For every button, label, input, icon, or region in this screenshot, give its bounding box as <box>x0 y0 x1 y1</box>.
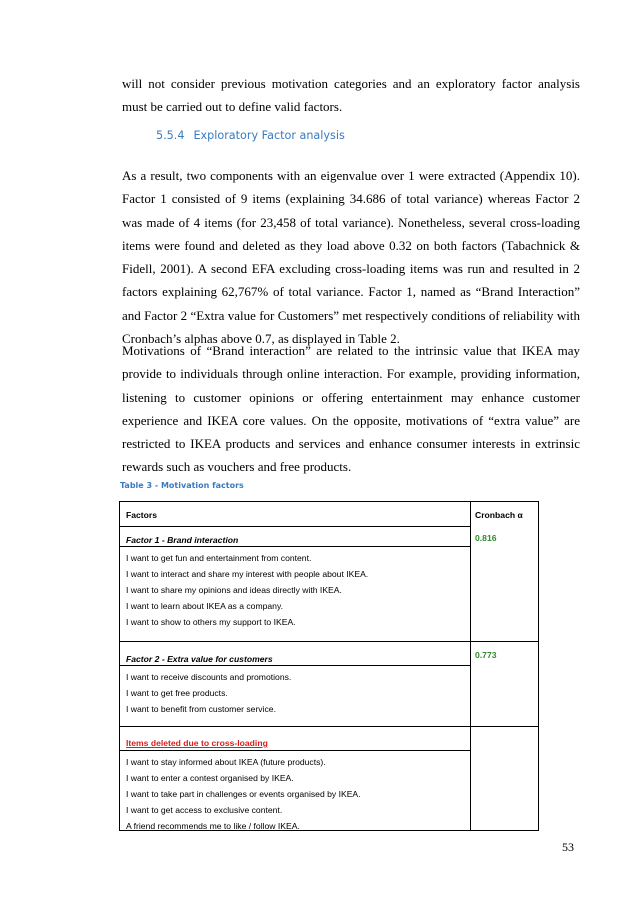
factor2-items <box>126 669 291 717</box>
deleted-items-title: Items deleted due to cross-loading <box>126 738 268 748</box>
factor2-title: Factor 2 - Extra value for customers <box>126 654 273 664</box>
page-number: 53 <box>562 840 574 854</box>
paragraph-motivations: Motivations of “Brand interaction” are related to the intrinsic value that IKEA may provide to individuals through online interaction. For example, providing information, listening to customer opinions or offering entertainment may enhance customer experience and IKEA core values. On the opposite, motivations of “extra value” are restricted to IKEA products and services and enhance consumer interests in extrinsic rewards such as vouchers and free products. <box>122 343 580 475</box>
row-divider <box>120 526 470 527</box>
row-divider <box>120 546 470 547</box>
row-divider <box>120 726 538 727</box>
list-item: I want to get free products. <box>126 688 228 698</box>
motivation-factors-table <box>119 501 539 831</box>
section-heading <box>156 129 345 142</box>
list-item: A friend recommends me to like / follow IKEA. <box>126 821 300 831</box>
row-divider <box>120 665 470 666</box>
list-item: I want to get fun and entertainment from content. <box>126 553 312 563</box>
section-number: 5.5.4 <box>156 129 185 142</box>
header-factors: Factors <box>126 510 158 520</box>
factor1-items <box>126 550 368 630</box>
row-divider <box>120 750 470 751</box>
list-item: I want to benefit from customer service. <box>126 704 276 714</box>
paragraph-eigenvalue: As a result, two components with an eigenvalue over 1 were extracted (Appendix 10). Factor 1 consisted of 9 items (explaining 34.686 of total variance) whereas Factor 2 was made of 4 items (for 23,458 of total variance). Nonetheless, several cross-loading items were found and deleted as they load above 0.32 on both factors (Tabachnick & Fidell, 2001). A second EFA excluding cross-loading items was run and resulted in 2 factors explaining 62,767% of total variance. Factor 1, named as “Brand Interaction” and Factor 2 “Extra value for Customers” met respectively conditions of reliability with Cronbach’s alphas above 0.7, as displayed in Table 2. <box>122 168 580 347</box>
deleted-items <box>126 754 361 834</box>
list-item: I want to enter a contest organised by IKEA. <box>126 773 294 783</box>
factor1-alpha: 0.816 <box>475 533 497 543</box>
list-item: I want to interact and share my interest with people about IKEA. <box>126 569 369 579</box>
column-divider <box>470 502 471 830</box>
list-item: I want to learn about IKEA as a company. <box>126 601 284 611</box>
list-item: I want to receive discounts and promotions. <box>126 672 292 682</box>
intro-paragraph: will not consider previous motivation categories and an exploratory factor analysis must be carried out to define valid factors. <box>122 76 580 115</box>
factor2-alpha: 0.773 <box>475 650 497 660</box>
table-caption: Table 3 - Motivation factors <box>120 481 244 490</box>
row-divider <box>120 641 538 642</box>
header-cronbach-alpha: Cronbach α <box>475 510 523 520</box>
list-item: I want to get access to exclusive content. <box>126 805 283 815</box>
factor1-title: Factor 1 - Brand interaction <box>126 535 239 545</box>
list-item: I want to share my opinions and ideas directly with IKEA. <box>126 585 342 595</box>
section-title: Exploratory Factor analysis <box>193 129 345 142</box>
list-item: I want to take part in challenges or events organised by IKEA. <box>126 789 361 799</box>
list-item: I want to show to others my support to IKEA. <box>126 617 296 627</box>
list-item: I want to stay informed about IKEA (future products). <box>126 757 326 767</box>
